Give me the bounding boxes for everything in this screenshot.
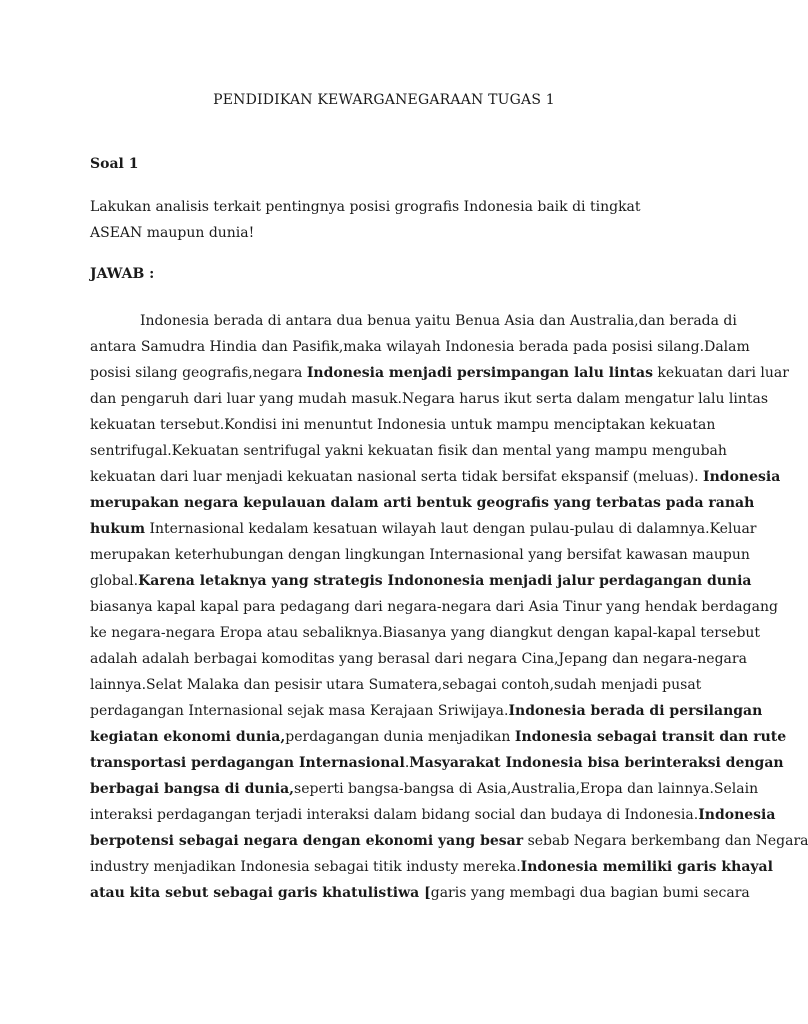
text-segment: posisi silang geografis,negara xyxy=(90,365,307,381)
text-segment: . xyxy=(404,755,410,771)
text-segment: kekuatan dari luar xyxy=(652,365,789,381)
paragraph-line xyxy=(90,854,773,880)
paragraph-line xyxy=(90,516,757,542)
text-segment: interaksi perdagangan terjadi interaksi dalam bidang social dan budaya di Indonesia. xyxy=(90,807,699,823)
text-segment: kekuatan dari luar menjadi kekuatan nasional serta tidak bersifat ekspansif (meluas). xyxy=(90,469,704,485)
paragraph-line xyxy=(90,828,808,854)
question-text: Lakukan analisis terkait pentingnya posisi grografis Indonesia baik di tingkat ASEAN maupun dunia! xyxy=(90,199,641,241)
paragraph-line xyxy=(90,438,727,464)
text-segment: Indonesia berada di antara dua benua yaitu Benua Asia dan Australia,dan berada di xyxy=(140,313,737,329)
paragraph-line xyxy=(90,672,702,698)
text-segment: perdagangan dunia menjadikan xyxy=(285,729,515,745)
bold-text: transportasi perdagangan Internasional xyxy=(90,755,405,771)
paragraph-line xyxy=(90,698,763,724)
paragraph-line xyxy=(90,360,789,386)
text-segment: garis yang membagi dua bagian bumi secara xyxy=(430,885,750,901)
document-title: PENDIDIKAN KEWARGANEGARAAN TUGAS 1 xyxy=(213,92,555,108)
text-segment: antara Samudra Hindia dan Pasifik,maka wilayah Indonesia berada pada posisi silang.Dalam xyxy=(90,339,750,355)
bold-text: Indonesia berada di persilangan xyxy=(508,703,763,719)
answer-heading: JAWAB : xyxy=(90,266,155,282)
text-segment: industry menjadikan Indonesia sebagai titik industy mereka. xyxy=(90,859,521,875)
paragraph-line xyxy=(90,308,737,334)
bold-text: Indonesia sebagai transit dan rute xyxy=(514,729,787,745)
text-segment: sebab Negara berkembang dan Negara xyxy=(523,833,808,849)
text-segment: merupakan keterhubungan dengan lingkungan Internasional yang bersifat kawasan maupun xyxy=(90,547,750,563)
bold-text: Karena letaknya yang strategis Indononesia menjadi jalur perdagangan dunia xyxy=(138,573,752,589)
text-segment: dan pengaruh dari luar yang mudah masuk.Negara harus ikut serta dalam mengatur lalu lintas xyxy=(90,391,769,407)
paragraph-line xyxy=(90,334,750,360)
bold-text: Indonesia memiliki garis khayal xyxy=(520,859,773,875)
text-segment: biasanya kapal kapal para pedagang dari negara-negara dari Asia Tinur yang hendak berdagang xyxy=(90,599,778,615)
bold-text: berbagai bangsa di dunia, xyxy=(90,781,295,797)
bold-text: berpotensi sebagai negara dengan ekonomi yang besar xyxy=(90,833,524,849)
text-segment: global. xyxy=(90,573,139,589)
answer-paragraph xyxy=(90,308,808,906)
bold-text: Indonesia xyxy=(703,469,781,485)
text-segment: adalah adalah berbagai komoditas yang berasal dari negara Cina,Jepang dan negara-negara xyxy=(90,651,747,667)
question-heading: Soal 1 xyxy=(90,156,139,172)
paragraph-line xyxy=(90,620,761,646)
text-segment: lainnya.Selat Malaka dan pesisir utara Sumatera,sebagai contoh,sudah menjadi pusat xyxy=(90,677,702,693)
bold-text: kegiatan ekonomi dunia, xyxy=(90,729,286,745)
paragraph-line xyxy=(90,802,776,828)
paragraph-line xyxy=(90,594,778,620)
paragraph-line xyxy=(90,542,750,568)
bold-text: Masyarakat Indonesia bisa berinteraksi dengan xyxy=(409,755,784,771)
bold-text: hukum xyxy=(90,521,146,537)
bold-text: merupakan negara kepulauan dalam arti bentuk geografis yang terbatas pada ranah xyxy=(90,495,755,511)
text-segment: ke negara-negara Eropa atau sebaliknya.Biasanya yang diangkut dengan kapal-kapal tersebut xyxy=(90,625,761,641)
paragraph-line xyxy=(90,646,747,672)
bold-text: Indonesia xyxy=(698,807,776,823)
paragraph-line xyxy=(90,464,781,490)
text-segment: seperti bangsa-bangsa di Asia,Australia,Eropa dan lainnya.Selain xyxy=(294,781,759,797)
paragraph-line xyxy=(90,880,750,906)
paragraph-line xyxy=(90,412,716,438)
text-segment: kekuatan tersebut.Kondisi ini menuntut Indonesia untuk mampu menciptakan kekuatan xyxy=(90,417,716,433)
paragraph-line xyxy=(90,750,784,776)
text-segment: sentrifugal.Kekuatan sentrifugal yakni kekuatan fisik dan mental yang mampu mengubah xyxy=(90,443,727,459)
text-segment: Internasional kedalam kesatuan wilayah laut dengan pulau-pulau di dalamnya.Keluar xyxy=(145,521,757,537)
bold-text: atau kita sebut sebagai garis khatulistiwa [ xyxy=(90,885,431,901)
paragraph-line xyxy=(90,724,787,750)
paragraph-line xyxy=(90,386,769,412)
paragraph-line xyxy=(90,490,755,516)
paragraph-line xyxy=(90,568,752,594)
bold-text: Indonesia menjadi persimpangan lalu lintas xyxy=(306,365,653,381)
text-segment: perdagangan Internasional sejak masa Kerajaan Sriwijaya. xyxy=(90,703,509,719)
paragraph-line xyxy=(90,776,759,802)
